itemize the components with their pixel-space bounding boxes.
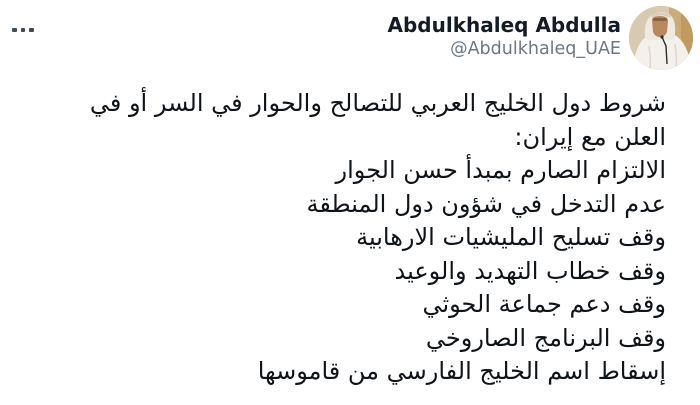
- avatar-illustration: [629, 6, 693, 70]
- user-block: [388, 13, 622, 61]
- tweet-line: وقف دعم جماعة الحوثي: [422, 290, 666, 318]
- tweet-line: عدم التدخل في شؤون دول المنطقة: [306, 189, 666, 218]
- tweet-line: وقف البرنامج الصاروخي: [425, 323, 666, 352]
- more-icon[interactable]: [12, 22, 40, 38]
- tweet-line: إسقاط اسم الخليج الفارسي من قاموسها: [257, 357, 666, 385]
- ellipsis-dot: [12, 28, 17, 33]
- avatar[interactable]: [629, 6, 693, 70]
- tweet-line: العلن مع إيران:: [514, 122, 666, 151]
- user-handle[interactable]: @Abdulkhaleq_UAE: [450, 39, 621, 59]
- tweet-line: وقف تسليح المليشيات الارهابية: [356, 223, 666, 251]
- display-name[interactable]: Abdulkhaleq Abdulla: [387, 13, 621, 37]
- tweet-text: [6, 87, 666, 389]
- ellipsis-dot: [21, 28, 26, 33]
- ellipsis-dot: [29, 28, 34, 33]
- tweet-line: شروط دول الخليج العربي للتصالح والحوار في السر أو في: [89, 89, 666, 117]
- tweet-line: وقف خطاب التهديد والوعيد: [394, 256, 666, 285]
- tweet-line: الالتزام الصارم بمبدأ حسن الجوار: [335, 156, 666, 184]
